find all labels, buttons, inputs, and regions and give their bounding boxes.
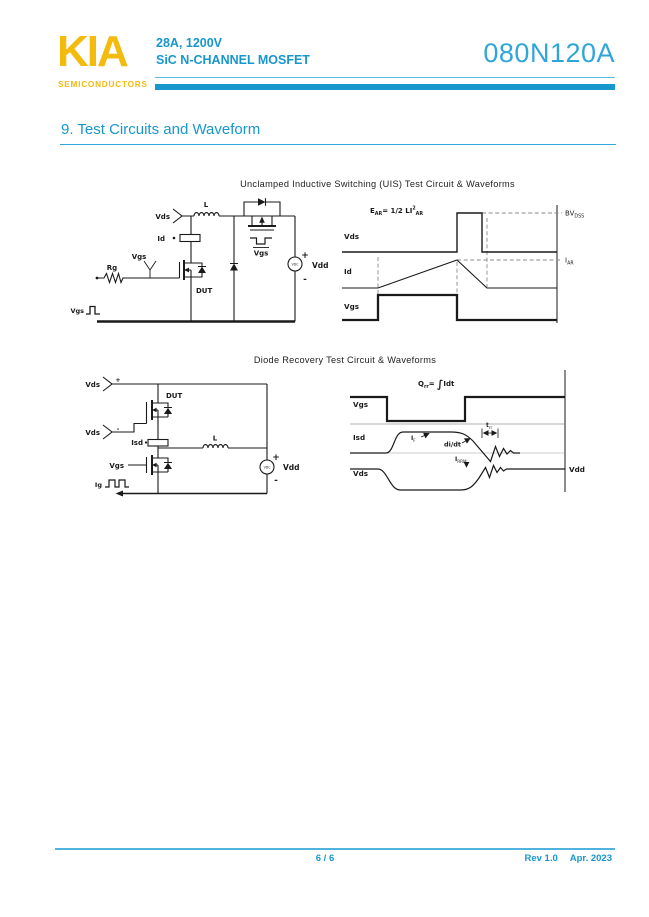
qrr-formula: Qrr= ∫Idt [418,378,455,391]
dut-body-diode [198,267,206,274]
dut-label: DUT [196,287,213,295]
uis-energy-formula: EAR= 1/2 $LI^2_{AR}$ [370,206,424,217]
gate-wire-resistor [97,274,180,283]
vds-row-label: Vds [344,232,359,241]
ig-label: Ig [94,481,102,489]
header-rule-thin [155,77,615,78]
vgs-label: Vgs [109,462,124,470]
vgs-row-label: Vgs [353,400,368,409]
isd-dot [145,441,147,443]
didt-arrow [462,439,470,444]
source-plus: + [301,251,309,261]
source-minus: - [274,476,278,486]
dut-label: DUT [166,392,183,400]
vds-trace [342,213,557,252]
id-label: Id [157,235,165,243]
dut-body-diode-wire [158,403,172,417]
vds-minus-label: Vds [85,429,100,437]
vgs-row-label: Vgs [344,302,359,311]
current-sensor [148,440,168,447]
inductor-label: L [212,434,218,443]
current-sensor [180,235,200,242]
section-underline [60,144,616,145]
revision-label: Rev 1.0 [524,853,558,864]
didt-label: di/dt [444,440,462,449]
vdd-level-label: Vdd [569,465,585,474]
vdd-label: Vdd [283,463,300,472]
header-rule-thick [155,84,615,90]
vds-label: Vds [155,213,170,221]
bottom-rail-arrow [116,491,124,497]
uis-figure-title: Unclamped Inductive Switching (UIS) Test Circuit & Waveforms [240,179,515,189]
isd-trace [350,432,520,462]
bypass-diode [258,198,266,206]
vgs-trace [350,397,565,421]
vds-trace [350,466,565,491]
notch-pulse-icon [250,238,272,244]
vds-probe-icon [173,209,182,223]
page-number: 6 / 6 [315,853,335,864]
part-number: 080N120A [483,38,615,68]
vdc-source-label: VDC [263,465,271,470]
drt-figure-title: Diode Recovery Test Circuit & Waveforms [253,355,437,365]
drv-body-diode [164,463,172,469]
kia-logo: KIA [57,27,127,76]
device-type: SiC N-CHANNEL MOSFET [156,53,310,67]
uis-circuit-diagram [62,192,334,332]
switch-arrow [259,217,265,223]
vgs-bar-label: Vgs [253,249,269,258]
vgs-trace [342,295,557,320]
vdd-label: Vdd [312,261,329,270]
vds-plus-label: Vds [85,381,100,389]
inductor-label: L [203,201,209,209]
id-trace [342,260,557,288]
trr-label: trr [486,422,493,430]
drt-circuit-diagram [62,365,342,505]
irrm-label: IRRM [455,456,467,464]
gate-pulse-icon [86,307,100,315]
uis-waveform-diagram [340,192,620,332]
vgs-probe-icon [144,261,156,278]
dut-stubs [184,263,191,321]
clamp-diode [230,264,238,271]
iar-label: IAR [565,256,574,267]
drt-waveform-diagram [340,360,620,500]
footer-rule [55,848,615,850]
vds-row-label: Vds [353,469,368,478]
vgs-probe-label: Vgs [131,253,147,261]
gate-terminal-dot [96,277,99,280]
vdc-source-label: VDC [291,262,299,267]
rg-label: Rg [106,264,118,272]
source-plus: + [272,453,280,463]
section-title: 9. Test Circuits and Waveform [61,121,261,138]
if-label: IF [411,435,416,443]
bvdss-label: BVDSS [565,209,585,220]
vds-plus-sign: + [115,376,121,384]
source-minus: - [303,275,307,285]
dut-body-diode [164,408,172,414]
device-rating: 28A, 1200V [156,36,223,50]
revision-date: Apr. 2023 [569,853,612,864]
isd-label: Isd [131,439,143,447]
vds-plus-probe-icon [103,377,112,391]
drv-body-diode-wire [158,458,172,472]
vds-minus-probe-icon [103,425,112,439]
id-row-label: Id [344,267,352,276]
vds-minus-sign: - [116,425,120,433]
id-dot [173,237,176,240]
isd-row-label: Isd [353,433,366,442]
vgs-input-label: Vgs [70,307,84,315]
inductor-coil [203,445,228,448]
inductor-coil [194,213,219,216]
ig-pulse-icon [105,480,129,487]
if-arrow [421,434,429,438]
revision-block [524,853,612,864]
kia-logo-subtext: SEMICONDUCTORS [58,80,148,89]
